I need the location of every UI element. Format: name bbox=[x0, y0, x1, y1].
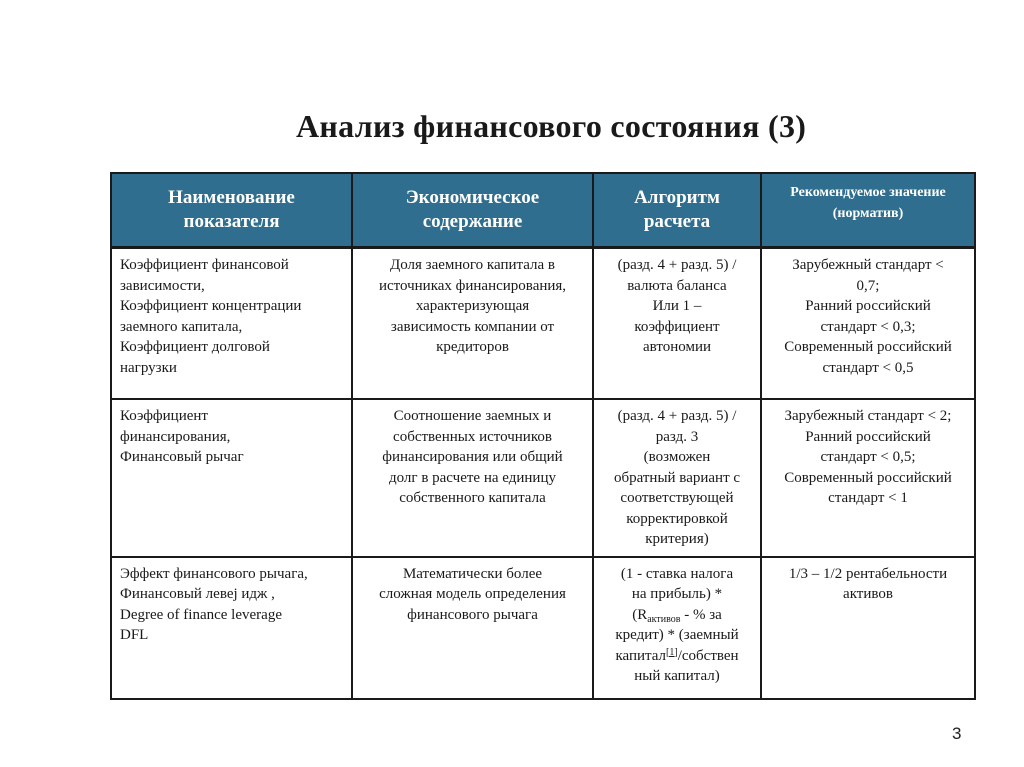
cell-indicator-name: Эффект финансового рычага, Финансовый левеј идж , Degree of finance leverage DFL bbox=[111, 557, 352, 699]
cell-recommended-value: 1/3 – 1/2 рентабельности активов bbox=[761, 557, 975, 699]
footnote-link[interactable]: [1] bbox=[666, 646, 678, 658]
cell-algorithm: (1 - ставка налога на прибыль) * ($R_{активов}$ - % за кредит) * (заемный капитал[1]/собствен ный капитал) bbox=[593, 557, 761, 699]
financial-analysis-table bbox=[110, 172, 976, 700]
cell-algorithm: (разд. 4 + разд. 5) / разд. 3 (возможен обратный вариант с соответствующей корректировкой критерия) bbox=[593, 399, 761, 557]
header-recommended-value: Рекомендуемое значение (норматив) bbox=[761, 173, 975, 248]
table-row bbox=[111, 557, 975, 699]
table-row bbox=[111, 248, 975, 400]
header-indicator-name: Наименование показателя bbox=[111, 173, 352, 248]
cell-indicator-name: Коэффициент финансирования, Финансовый рычаг bbox=[111, 399, 352, 557]
cell-algorithm: (разд. 4 + разд. 5) / валюта баланса Или 1 – коэффициент автономии bbox=[593, 248, 761, 400]
cell-economic-content: Соотношение заемных и собственных источников финансирования или общий долг в расчете на единицу собственного капитала bbox=[352, 399, 593, 557]
cell-indicator-name: Коэффициент финансовой зависимости, Коэффициент концентрации заемного капитала, Коэффициент долговой нагрузки bbox=[111, 248, 352, 400]
formula-return-on-assets: ($R_{активов}$ - % за bbox=[632, 606, 722, 625]
header-economic-content: Экономическое содержание bbox=[352, 173, 593, 248]
cell-recommended-value: Зарубежный стандарт < 2; Ранний российский стандарт < 0,5; Современный российский стандарт < 1 bbox=[761, 399, 975, 557]
table-row bbox=[111, 399, 975, 557]
formula-debt-capital: капитал[1]/собствен bbox=[615, 646, 739, 664]
slide-title: Анализ финансового состояния (3) bbox=[296, 108, 807, 144]
page-number: 3 bbox=[952, 724, 962, 743]
cell-economic-content: Математически более сложная модель определения финансового рычага bbox=[352, 557, 593, 699]
table-header-row bbox=[111, 173, 975, 248]
header-calculation-algorithm: Алгоритм расчета bbox=[593, 173, 761, 248]
cell-recommended-value: Зарубежный стандарт < 0,7; Ранний российский стандарт < 0,3; Современный российский стандарт < 0,5 bbox=[761, 248, 975, 400]
cell-economic-content: Доля заемного капитала в источниках финансирования, характеризующая зависимость компании от кредиторов bbox=[352, 248, 593, 400]
